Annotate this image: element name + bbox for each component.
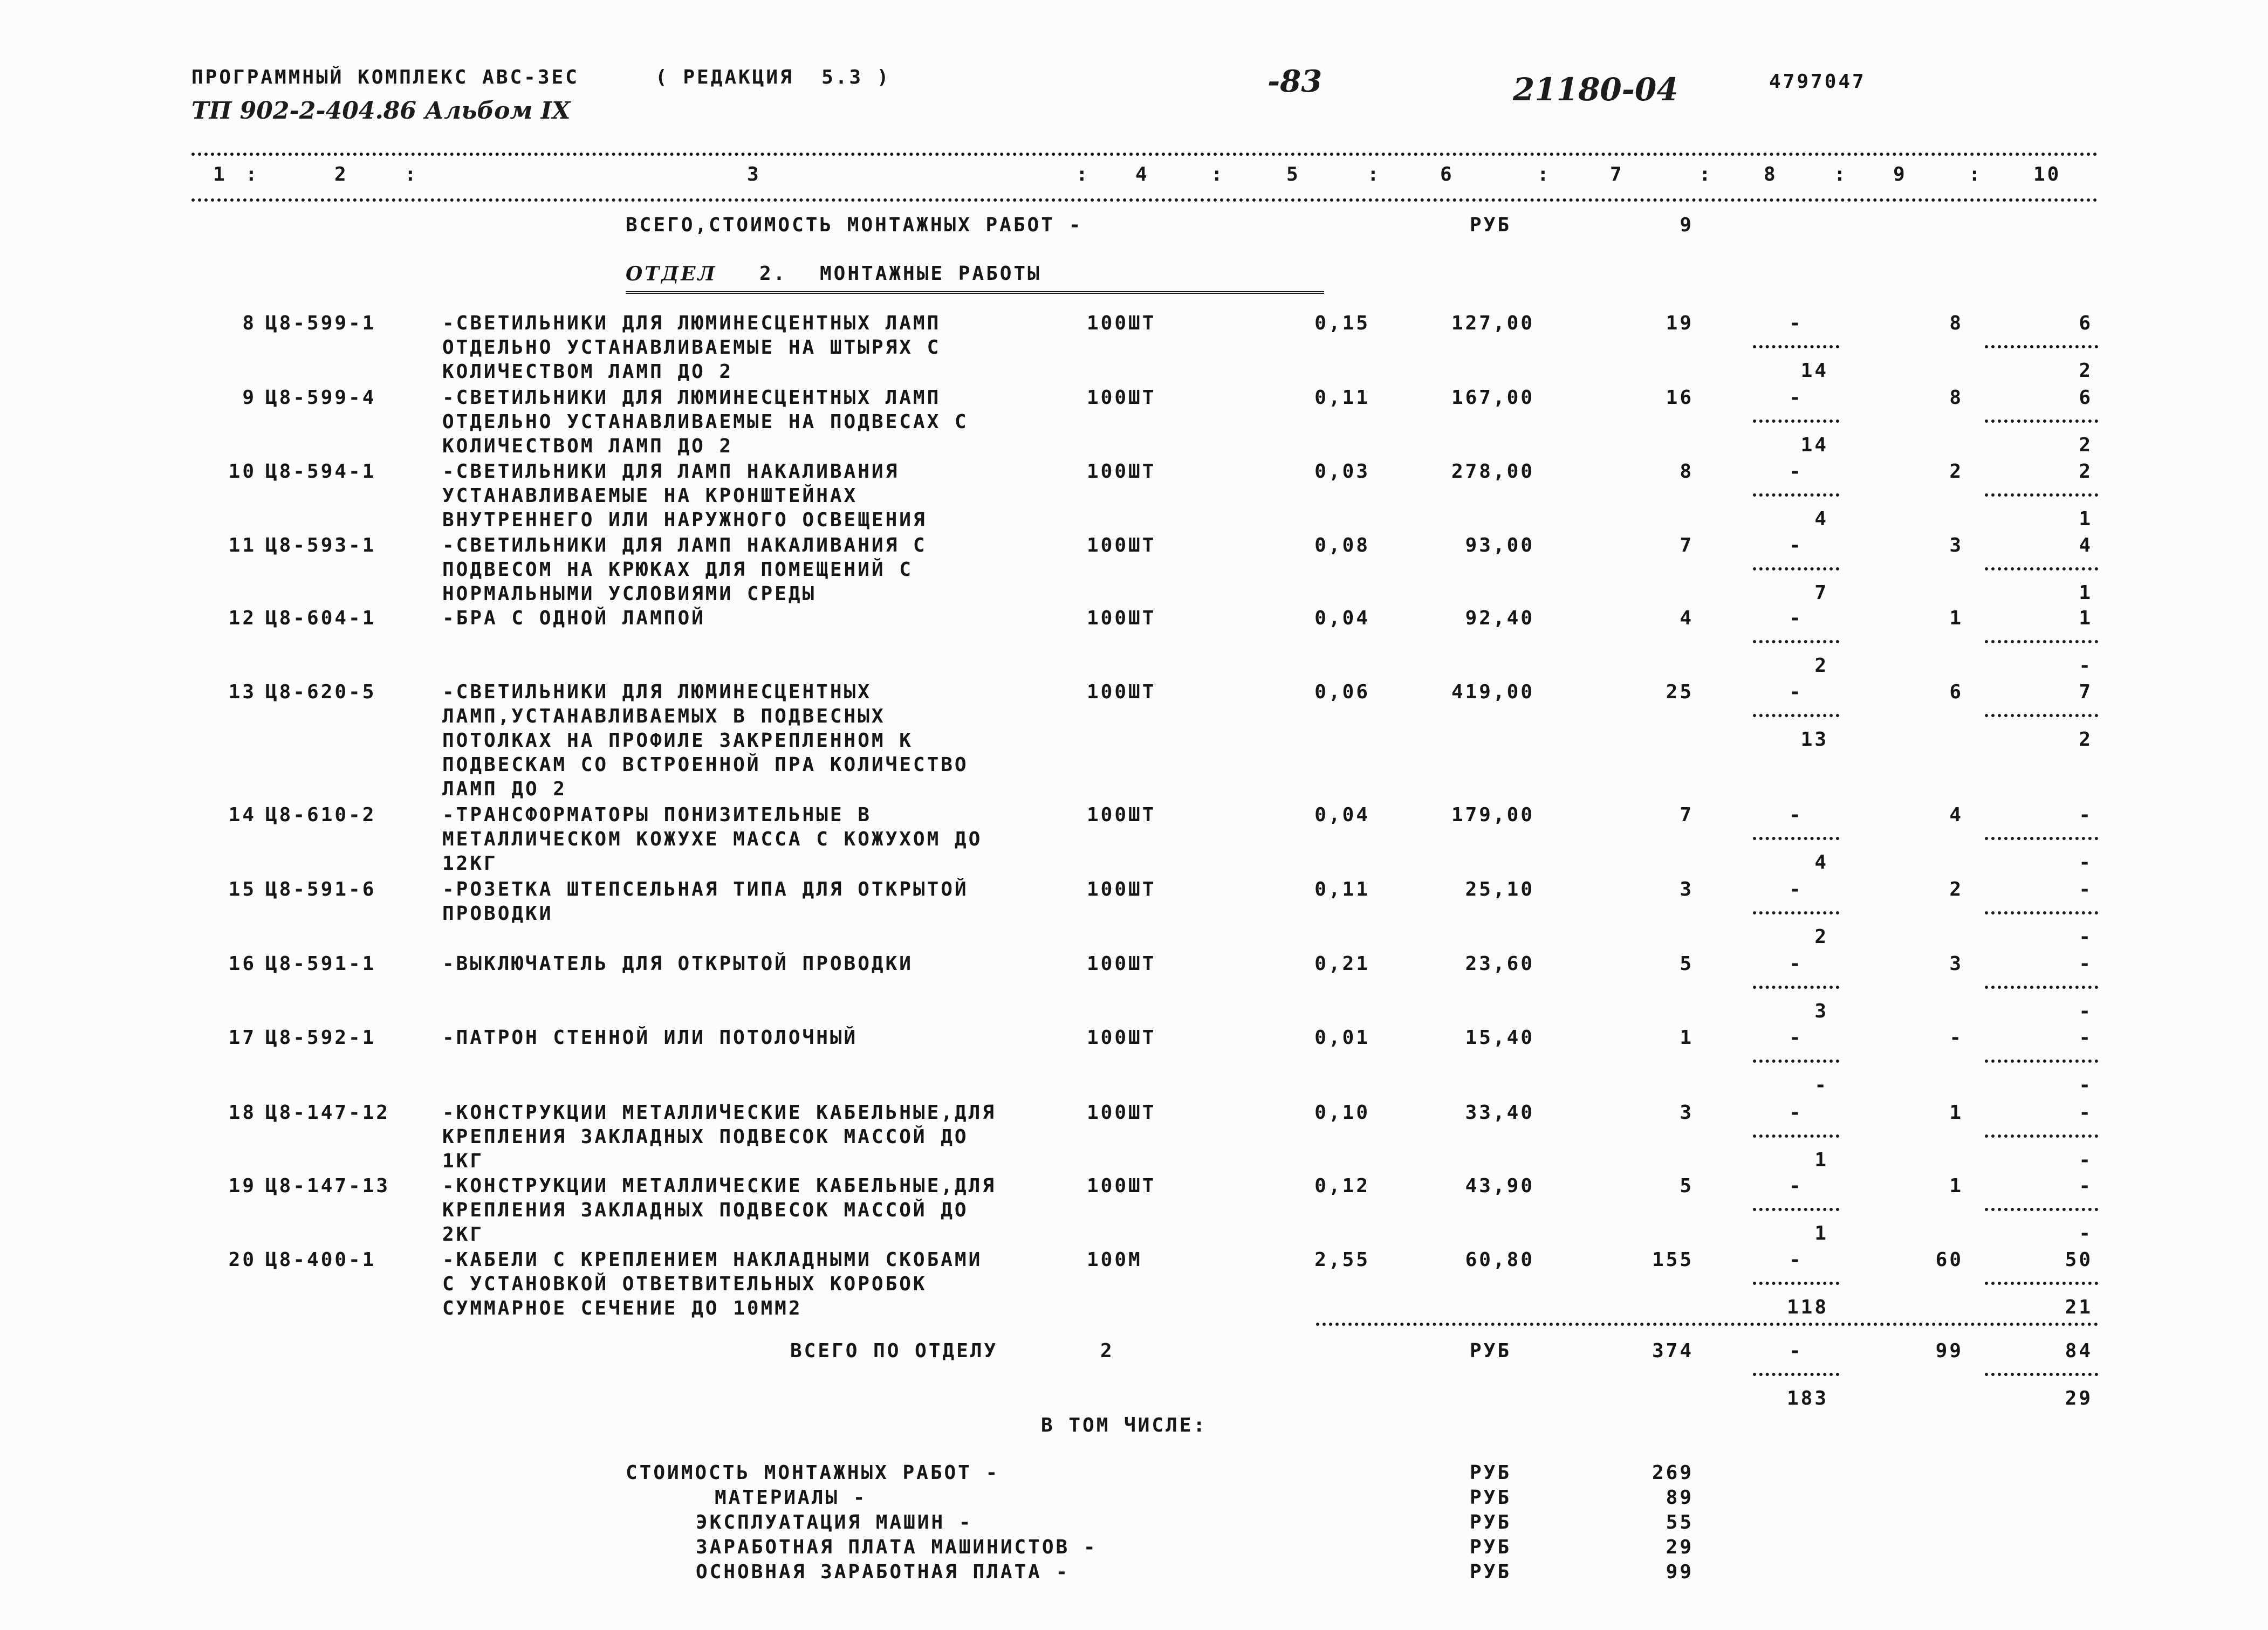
including-label: МАТЕРИАЛЫ - (715, 1487, 867, 1509)
item-description-line: ЛАМП ДО 2 (442, 778, 567, 800)
item-code: Ц8-592-1 (265, 1027, 376, 1049)
item-description-line: ПОТОЛКАХ НА ПРОФИЛЕ ЗАКРЕПЛЕННОМ К (442, 730, 913, 752)
item-col8-divider (1753, 1208, 1839, 1211)
including-value: 29 (1666, 1536, 1694, 1558)
item-description-line: -ВЫКЛЮЧАТЕЛЬ ДЛЯ ОТКРЫТОЙ ПРОВОДКИ (442, 953, 913, 975)
item-col10-top: - (2079, 804, 2093, 826)
column-separator: : (245, 163, 259, 185)
item-description-line: НОРМАЛЬНЫМИ УСЛОВИЯМИ СРЕДЫ (442, 583, 817, 605)
edition-label: ( РЕДАКЦИЯ 5.3 ) (655, 66, 891, 88)
item-col8-divider (1753, 493, 1839, 497)
section-number: 2. (759, 263, 787, 285)
item-col10-top: - (2079, 1027, 2093, 1049)
column-number-5: 5 (1286, 163, 1300, 185)
item-col10-top: 6 (2079, 312, 2093, 334)
item-col8-top: - (1789, 387, 1803, 409)
document-code: 21180-04 (1513, 71, 1678, 108)
item-col10-bottom: 2 (2079, 360, 2093, 382)
item-unit-price: 278,00 (1451, 460, 1534, 483)
item-description-line: КРЕПЛЕНИЯ ЗАКЛАДНЫХ ПОДВЕСОК МАССОЙ ДО (442, 1126, 969, 1148)
item-col8-top: - (1789, 1175, 1803, 1197)
including-label: ЭКСПЛУАТАЦИЯ МАШИН - (696, 1511, 973, 1533)
item-col8-divider (1753, 419, 1839, 423)
item-col9: - (1949, 1027, 1963, 1049)
item-total: 7 (1680, 804, 1694, 826)
item-col8-bottom: 4 (1814, 851, 1828, 874)
item-total: 1 (1680, 1027, 1694, 1049)
item-description-line: -КОНСТРУКЦИИ МЕТАЛЛИЧЕСКИЕ КАБЕЛЬНЫЕ,ДЛЯ (442, 1102, 996, 1124)
item-code: Ц8-593-1 (265, 534, 376, 556)
item-col10-divider (1985, 345, 2098, 348)
item-col10-top: 2 (2079, 460, 2093, 483)
item-description-line: С УСТАНОВКОЙ ОТВЕТВИТЕЛЬНЫХ КОРОБОК (442, 1273, 927, 1295)
item-quantity: 0,06 (1314, 681, 1370, 703)
item-unit: 100ШТ (1087, 681, 1156, 703)
item-unit-price: 93,00 (1465, 534, 1534, 556)
item-description-line: 1КГ (442, 1150, 484, 1172)
item-col8-bottom: 14 (1800, 434, 1828, 456)
item-col9: 1 (1949, 607, 1963, 629)
item-description-line: -СВЕТИЛЬНИКИ ДЛЯ ЛЮМИНЕСЦЕНТНЫХ ЛАМП (442, 312, 941, 334)
column-number-1: 1 (213, 163, 227, 185)
section-total-col8-bottom: 183 (1786, 1387, 1828, 1409)
item-total: 16 (1666, 387, 1694, 409)
item-col10-bottom: - (2079, 1149, 2093, 1171)
item-col10-divider (1985, 986, 2098, 989)
item-unit: 100ШТ (1087, 804, 1156, 826)
item-col10-top: 4 (2079, 534, 2093, 556)
item-unit: 100ШТ (1087, 878, 1156, 900)
including-unit: РУБ (1470, 1487, 1512, 1509)
item-unit: 100ШТ (1087, 312, 1156, 334)
item-col10-top: 1 (2079, 607, 2093, 629)
item-col10-divider (1985, 493, 2098, 497)
including-value: 99 (1666, 1561, 1694, 1583)
item-description-line: -КОНСТРУКЦИИ МЕТАЛЛИЧЕСКИЕ КАБЕЛЬНЫЕ,ДЛЯ (442, 1175, 996, 1197)
column-separator: : (1969, 163, 1983, 185)
item-unit: 100ШТ (1087, 387, 1156, 409)
item-col8-bottom: - (1814, 1074, 1828, 1096)
item-number: 14 (228, 804, 256, 826)
section-total-col9: 99 (1935, 1340, 1963, 1362)
item-quantity: 0,12 (1314, 1175, 1370, 1197)
item-col9: 3 (1949, 953, 1963, 975)
item-col8-bottom: 7 (1814, 582, 1828, 604)
header-rule-top (191, 153, 2098, 156)
item-col8-divider (1753, 714, 1839, 717)
item-col10-bottom: - (2079, 1074, 2093, 1096)
item-col10-divider (1985, 419, 2098, 423)
item-unit: 100ШТ (1087, 1027, 1156, 1049)
document-number: 4797047 (1769, 71, 1866, 93)
item-description-line: -СВЕТИЛЬНИКИ ДЛЯ ЛАМП НАКАЛИВАНИЯ (442, 460, 900, 483)
item-unit-price: 23,60 (1465, 953, 1534, 975)
section-total-col10-divider (1985, 1373, 2098, 1376)
item-col8-divider (1753, 1134, 1839, 1138)
item-col10-bottom: - (2079, 1000, 2093, 1022)
item-col8-bottom: 3 (1814, 1000, 1828, 1022)
item-col10-top: - (2079, 953, 2093, 975)
item-number: 19 (228, 1175, 256, 1197)
item-quantity: 0,15 (1314, 312, 1370, 334)
including-value: 55 (1666, 1511, 1694, 1533)
item-unit: 100ШТ (1087, 607, 1156, 629)
item-description-line: СУММАРНОЕ СЕЧЕНИЕ ДО 10ММ2 (442, 1297, 803, 1319)
item-total: 8 (1680, 460, 1694, 483)
item-col8-divider (1753, 345, 1839, 348)
item-col9: 4 (1949, 804, 1963, 826)
item-description-line: -БРА С ОДНОЙ ЛАМПОЙ (442, 607, 705, 629)
item-col8-top: - (1789, 460, 1803, 483)
item-code: Ц8-591-6 (265, 878, 376, 900)
column-number-8: 8 (1764, 163, 1778, 185)
item-description-line: УСТАНАВЛИВАЕМЫЕ НА КРОНШТЕЙНАХ (442, 485, 858, 507)
item-col8-bottom: 2 (1814, 655, 1828, 677)
item-col10-bottom: - (2079, 851, 2093, 874)
item-col9: 1 (1949, 1102, 1963, 1124)
item-col10-bottom: - (2079, 926, 2093, 948)
item-description-line: -ТРАНСФОРМАТОРЫ ПОНИЗИТЕЛЬНЫЕ В (442, 804, 872, 826)
item-unit: 100ШТ (1087, 953, 1156, 975)
item-description-line: КОЛИЧЕСТВОМ ЛАМП ДО 2 (442, 435, 734, 457)
column-number-9: 9 (1893, 163, 1907, 185)
item-col8-top: - (1789, 804, 1803, 826)
carryover-value: 9 (1680, 214, 1694, 236)
item-col9: 1 (1949, 1175, 1963, 1197)
item-col10-top: 50 (2065, 1249, 2093, 1271)
item-number: 8 (242, 312, 256, 334)
column-separator: : (1699, 163, 1713, 185)
item-unit: 100ШТ (1087, 1102, 1156, 1124)
including-label: ЗАРАБОТНАЯ ПЛАТА МАШИНИСТОВ - (696, 1536, 1098, 1558)
item-quantity: 0,01 (1314, 1027, 1370, 1049)
item-description-line: ПРОВОДКИ (442, 903, 553, 925)
item-col10-divider (1985, 1282, 2098, 1285)
item-col9: 2 (1949, 878, 1963, 900)
item-col8-top: - (1789, 1027, 1803, 1049)
item-description-line: ВНУТРЕННЕГО ИЛИ НАРУЖНОГО ОСВЕЩЕНИЯ (442, 509, 927, 531)
item-number: 20 (228, 1249, 256, 1271)
item-description-line: КРЕПЛЕНИЯ ЗАКЛАДНЫХ ПОДВЕСОК МАССОЙ ДО (442, 1199, 969, 1221)
item-col10-top: 7 (2079, 681, 2093, 703)
including-unit: РУБ (1470, 1561, 1512, 1583)
item-total: 4 (1680, 607, 1694, 629)
item-col10-divider (1985, 640, 2098, 643)
item-unit-price: 179,00 (1451, 804, 1534, 826)
item-unit-price: 60,80 (1465, 1249, 1534, 1271)
item-description-line: ПОДВЕСКАМ СО ВСТРОЕННОЙ ПРА КОЛИЧЕСТВО (442, 754, 969, 776)
including-label: СТОИМОСТЬ МОНТАЖНЫХ РАБОТ - (626, 1462, 1000, 1484)
item-total: 25 (1666, 681, 1694, 703)
item-unit-price: 127,00 (1451, 312, 1534, 334)
item-total: 3 (1680, 878, 1694, 900)
item-total: 5 (1680, 953, 1694, 975)
section-total-number: 2 (1100, 1340, 1114, 1362)
item-col8-top: - (1789, 312, 1803, 334)
item-col8-bottom: 1 (1814, 1222, 1828, 1244)
item-code: Ц8-147-12 (265, 1102, 390, 1124)
item-number: 9 (242, 387, 256, 409)
item-total: 7 (1680, 534, 1694, 556)
item-col8-top: - (1789, 1102, 1803, 1124)
item-description-line: КОЛИЧЕСТВОМ ЛАМП ДО 2 (442, 361, 734, 383)
item-number: 11 (228, 534, 256, 556)
including-label: ОСНОВНАЯ ЗАРАБОТНАЯ ПЛАТА - (696, 1561, 1070, 1583)
column-separator: : (1834, 163, 1848, 185)
section-total-col8-top: - (1789, 1340, 1803, 1362)
item-col8-divider (1753, 1060, 1839, 1063)
item-col8-top: - (1789, 607, 1803, 629)
item-quantity: 0,11 (1314, 878, 1370, 900)
item-number: 16 (228, 953, 256, 975)
item-col9: 8 (1949, 312, 1963, 334)
header-rule-bottom (191, 198, 2098, 202)
column-number-3: 3 (747, 163, 761, 185)
section-total-label: ВСЕГО ПО ОТДЕЛУ (790, 1340, 998, 1362)
section-label: ОТДЕЛ (626, 263, 717, 285)
including-heading: В ТОМ ЧИСЛЕ: (1041, 1414, 1208, 1436)
item-code: Ц8-620-5 (265, 681, 376, 703)
item-col8-divider (1753, 640, 1839, 643)
item-description-line: ОТДЕЛЬНО УСТАНАВЛИВАЕМЫЕ НА ШТЫРЯХ С (442, 336, 941, 359)
item-description-line: ОТДЕЛЬНО УСТАНАВЛИВАЕМЫЕ НА ПОДВЕСАХ С (442, 411, 969, 433)
item-col10-divider (1985, 714, 2098, 717)
item-quantity: 0,21 (1314, 953, 1370, 975)
column-separator: : (1076, 163, 1090, 185)
item-col10-bottom: 2 (2079, 728, 2093, 751)
project-reference: ТП 902-2-404.86 Альбом IX (191, 97, 571, 125)
column-number-2: 2 (334, 163, 348, 185)
including-value: 89 (1666, 1487, 1694, 1509)
item-number: 13 (228, 681, 256, 703)
item-col9: 8 (1949, 387, 1963, 409)
column-separator: : (405, 163, 419, 185)
item-unit-price: 25,10 (1465, 878, 1534, 900)
item-col8-bottom: 1 (1814, 1149, 1828, 1171)
item-col8-divider (1753, 911, 1839, 914)
item-col9: 60 (1935, 1249, 1963, 1271)
item-col10-bottom: 2 (2079, 434, 2093, 456)
section-title: МОНТАЖНЫЕ РАБОТЫ (820, 263, 1042, 285)
item-description-line: -СВЕТИЛЬНИКИ ДЛЯ ЛЮМИНЕСЦЕНТНЫХ (442, 681, 872, 703)
column-separator: : (1537, 163, 1551, 185)
item-col10-divider (1985, 567, 2098, 570)
item-col10-divider (1985, 1134, 2098, 1138)
including-value: 269 (1652, 1462, 1694, 1484)
item-code: Ц8-599-4 (265, 387, 376, 409)
item-col10-divider (1985, 837, 2098, 840)
item-total: 19 (1666, 312, 1694, 334)
item-description-line: МЕТАЛЛИЧЕСКОМ КОЖУХЕ МАССА С КОЖУХОМ ДО (442, 828, 983, 850)
item-col9: 6 (1949, 681, 1963, 703)
column-separator: : (1367, 163, 1381, 185)
item-col8-divider (1753, 1282, 1839, 1285)
item-unit-price: 43,90 (1465, 1175, 1534, 1197)
item-unit-price: 15,40 (1465, 1027, 1534, 1049)
item-code: Ц8-591-1 (265, 953, 376, 975)
item-quantity: 0,08 (1314, 534, 1370, 556)
item-description-line: -КАБЕЛИ С КРЕПЛЕНИЕМ НАКЛАДНЫМИ СКОБАМИ (442, 1249, 983, 1271)
program-title: ПРОГРАММНЫЙ КОМПЛЕКС АВС-ЗЕС (191, 66, 579, 88)
item-col10-divider (1985, 1208, 2098, 1211)
column-number-7: 7 (1610, 163, 1624, 185)
item-description-line: -ПАТРОН СТЕННОЙ ИЛИ ПОТОЛОЧНЫЙ (442, 1027, 858, 1049)
item-unit: 100ШТ (1087, 1175, 1156, 1197)
item-col8-bottom: 118 (1786, 1296, 1828, 1318)
item-col8-top: - (1789, 534, 1803, 556)
item-description-line: -РОЗЕТКА ШТЕПСЕЛЬНАЯ ТИПА ДЛЯ ОТКРЫТОЙ (442, 878, 969, 900)
item-code: Ц8-594-1 (265, 460, 376, 483)
item-number: 15 (228, 878, 256, 900)
item-unit-price: 33,40 (1465, 1102, 1534, 1124)
item-number: 10 (228, 460, 256, 483)
item-unit-price: 92,40 (1465, 607, 1534, 629)
item-code: Ц8-610-2 (265, 804, 376, 826)
page-number: -83 (1267, 64, 1323, 99)
including-unit: РУБ (1470, 1462, 1512, 1484)
item-col8-bottom: 13 (1800, 728, 1828, 751)
item-number: 17 (228, 1027, 256, 1049)
item-total: 155 (1652, 1249, 1694, 1271)
item-col8-divider (1753, 567, 1839, 570)
item-unit: 100ШТ (1087, 460, 1156, 483)
column-number-10: 10 (2033, 163, 2061, 185)
item-col8-divider (1753, 837, 1839, 840)
item-description-line: -СВЕТИЛЬНИКИ ДЛЯ ЛАМП НАКАЛИВАНИЯ С (442, 534, 927, 556)
item-col10-bottom: - (2079, 1222, 2093, 1244)
item-description-line: ЛАМП,УСТАНАВЛИВАЕМЫХ В ПОДВЕСНЫХ (442, 705, 886, 727)
including-unit: РУБ (1470, 1536, 1512, 1558)
item-unit: 100ШТ (1087, 534, 1156, 556)
item-description-line: 2КГ (442, 1223, 484, 1246)
item-col9: 3 (1949, 534, 1963, 556)
carryover-label: ВСЕГО,СТОИМОСТЬ МОНТАЖНЫХ РАБОТ - (626, 214, 1083, 236)
section-total-col10-top: 84 (2065, 1340, 2093, 1362)
item-col9: 2 (1949, 460, 1963, 483)
item-quantity: 0,10 (1314, 1102, 1370, 1124)
item-col8-top: - (1789, 878, 1803, 900)
item-col10-top: 6 (2079, 387, 2093, 409)
item-description-line: 12КГ (442, 852, 498, 875)
item-quantity: 2,55 (1314, 1249, 1370, 1271)
section-total-unit: РУБ (1470, 1340, 1512, 1362)
item-number: 18 (228, 1102, 256, 1124)
item-code: Ц8-147-13 (265, 1175, 390, 1197)
carryover-unit: РУБ (1470, 214, 1512, 236)
item-col10-top: - (2079, 1102, 2093, 1124)
item-quantity: 0,04 (1314, 607, 1370, 629)
including-unit: РУБ (1470, 1511, 1512, 1533)
item-col10-divider (1985, 1060, 2098, 1063)
item-col10-bottom: 1 (2079, 582, 2093, 604)
item-col10-divider (1985, 911, 2098, 914)
item-col10-bottom: - (2079, 655, 2093, 677)
item-col8-top: - (1789, 681, 1803, 703)
column-number-6: 6 (1440, 163, 1454, 185)
item-code: Ц8-400-1 (265, 1249, 376, 1271)
total-rule (1316, 1323, 2098, 1326)
item-description-line: ПОДВЕСОМ НА КРЮКАХ ДЛЯ ПОМЕЩЕНИЙ С (442, 559, 913, 581)
item-col10-top: - (2079, 878, 2093, 900)
item-col10-bottom: 21 (2065, 1296, 2093, 1318)
item-col8-bottom: 2 (1814, 926, 1828, 948)
item-col8-top: - (1789, 953, 1803, 975)
item-unit-price: 167,00 (1451, 387, 1534, 409)
item-col10-bottom: 1 (2079, 508, 2093, 530)
item-total: 5 (1680, 1175, 1694, 1197)
section-total-col8-divider (1753, 1373, 1839, 1376)
section-underline (626, 291, 1324, 294)
column-separator: : (1211, 163, 1225, 185)
item-unit: 100М (1087, 1249, 1142, 1271)
item-quantity: 0,03 (1314, 460, 1370, 483)
item-col8-top: - (1789, 1249, 1803, 1271)
item-number: 12 (228, 607, 256, 629)
item-description-line: -СВЕТИЛЬНИКИ ДЛЯ ЛЮМИНЕСЦЕНТНЫХ ЛАМП (442, 387, 941, 409)
item-code: Ц8-599-1 (265, 312, 376, 334)
item-unit-price: 419,00 (1451, 681, 1534, 703)
item-quantity: 0,04 (1314, 804, 1370, 826)
item-col8-divider (1753, 986, 1839, 989)
item-quantity: 0,11 (1314, 387, 1370, 409)
item-col10-top: - (2079, 1175, 2093, 1197)
item-total: 3 (1680, 1102, 1694, 1124)
column-number-4: 4 (1135, 163, 1149, 185)
section-total-col10-bottom: 29 (2065, 1387, 2093, 1409)
item-col8-bottom: 4 (1814, 508, 1828, 530)
item-code: Ц8-604-1 (265, 607, 376, 629)
item-col8-bottom: 14 (1800, 360, 1828, 382)
section-total-value: 374 (1652, 1340, 1694, 1362)
